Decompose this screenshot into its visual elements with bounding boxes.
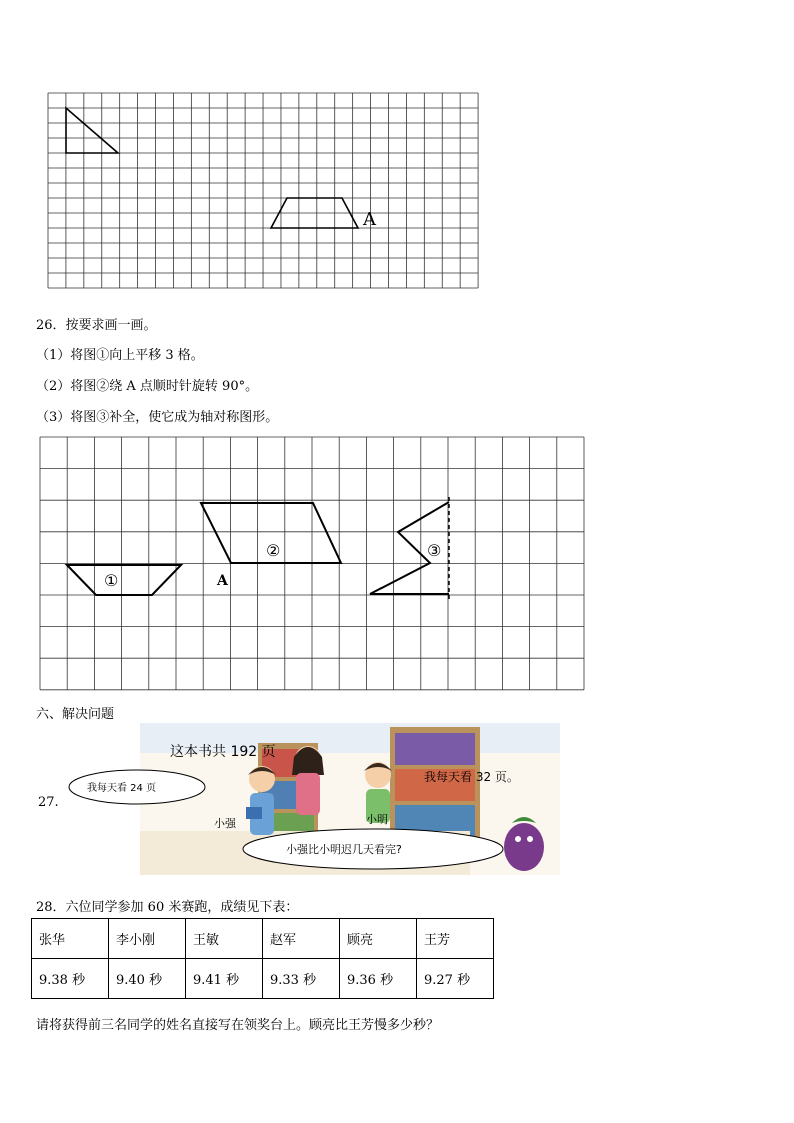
- q28-title: 28．六位同学参加 60 米赛跑，成绩见下表：: [36, 900, 299, 915]
- q27-number: 27.: [38, 795, 59, 810]
- shape-1-trapezoid: [67, 565, 181, 595]
- table-row: [32, 959, 494, 999]
- name-xiaoming: 小明: [366, 813, 388, 826]
- shape-3-label: ③: [427, 541, 442, 560]
- boy-xiaoqiang: [246, 766, 276, 835]
- name-xiaoqiang: 小强: [214, 817, 236, 830]
- name-cell: 王敏: [186, 919, 263, 959]
- top-point-a-label: A: [363, 209, 376, 230]
- girl: [292, 746, 324, 815]
- time-cell: 9.36 秒: [340, 959, 417, 999]
- race-results-table: [31, 918, 494, 999]
- q26-item-3: （3）将图③补全，使它成为轴对称图形。: [36, 410, 279, 425]
- shape-2-label: ②: [266, 541, 281, 560]
- point-a-label: A: [217, 573, 228, 589]
- left-speech-text: 我每天看 24 页: [87, 783, 157, 794]
- q28-prompt: 请将获得前三名同学的姓名直接写在领奖台上。顾亮比王芳慢多少秒？: [36, 1018, 440, 1033]
- section-6-title: 六、解决问题: [36, 707, 115, 722]
- name-cell: 李小刚: [109, 919, 186, 959]
- book-pages-banner: 这本书共 192 页: [170, 744, 276, 760]
- bookshelf-right: [390, 727, 480, 843]
- name-cell: 顾亮: [340, 919, 417, 959]
- right-speech-text: 我每天看 32 页。: [424, 770, 519, 784]
- name-cell: 张华: [32, 919, 109, 959]
- q27-illustration: [87, 723, 560, 875]
- table-row: [32, 919, 494, 959]
- shape-1-label: ①: [104, 571, 119, 590]
- name-cell: 赵军: [263, 919, 340, 959]
- time-cell: 9.40 秒: [109, 959, 186, 999]
- time-cell: 9.27 秒: [417, 959, 494, 999]
- q26-item-1: （1）将图①向上平移 3 格。: [36, 348, 204, 363]
- q26-item-2: （2）将图②绕 A 点顺时针旋转 90°。: [36, 379, 259, 394]
- name-cell: 王芳: [417, 919, 494, 959]
- time-cell: 9.41 秒: [186, 959, 263, 999]
- bottom-speech-text: 小强比小明迟几天看完?: [286, 843, 402, 856]
- q26-title: 26．按要求画一画。: [36, 318, 157, 333]
- time-cell: 9.38 秒: [32, 959, 109, 999]
- time-cell: 9.33 秒: [263, 959, 340, 999]
